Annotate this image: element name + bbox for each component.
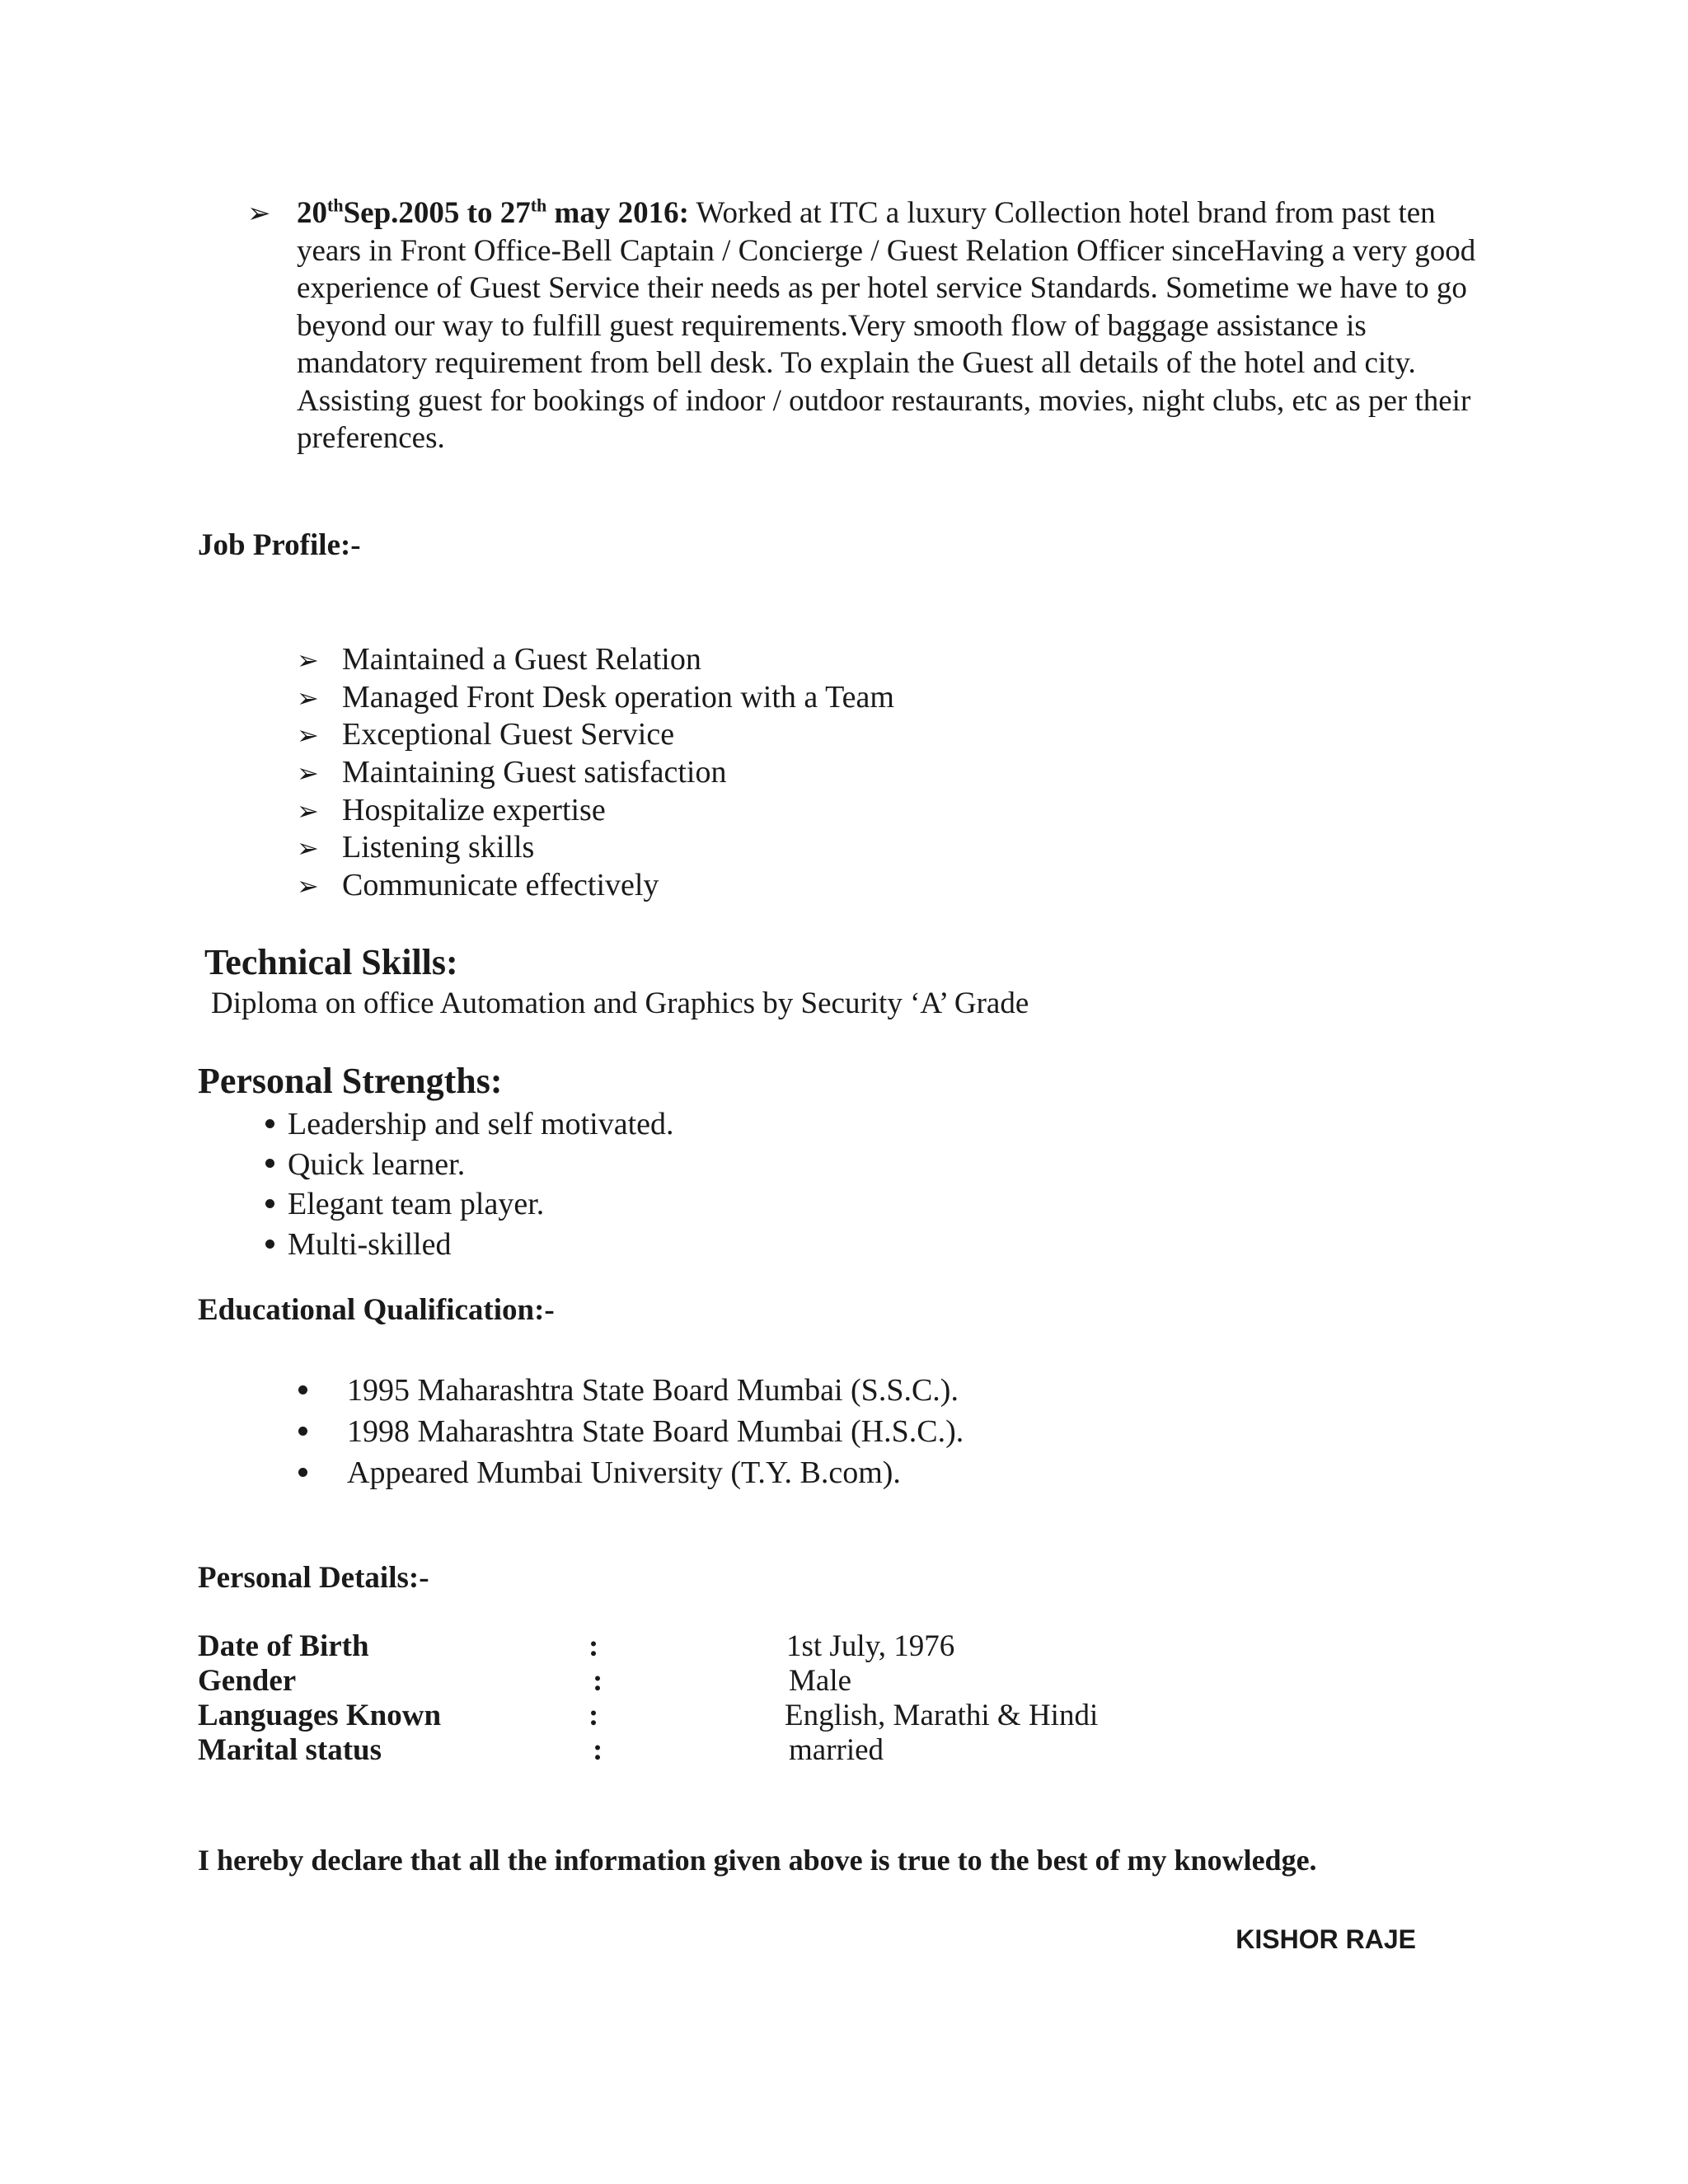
detail-colon: : <box>593 1733 603 1767</box>
bullet-dot-icon <box>298 1385 307 1394</box>
list-item: ➢ Hospitalize expertise <box>297 792 894 830</box>
bullet-dot-icon <box>265 1199 274 1208</box>
detail-label: Gender <box>198 1664 297 1698</box>
job-profile-heading: Job Profile:- <box>198 528 361 562</box>
education-heading: Educational Qualification:- <box>198 1293 555 1327</box>
detail-value: Male <box>789 1664 852 1698</box>
list-item: Leadership and self motivated. <box>265 1104 674 1145</box>
arrow-bullet-icon: ➢ <box>297 795 319 826</box>
experience-entry <box>297 194 1484 457</box>
experience-dates: 20thSep.2005 to 27th may 2016: <box>297 194 689 230</box>
experience-description: Worked at ITC a luxury Collection hotel brand from past ten years in Front Office-Bell Captain / Concierge / Guest Relation Officer sinceHaving a very good experience of Guest Service their needs as per hotel service Standards. Sometime we have to go beyond our way to fulfill guest requirements.Very smooth flow of baggage assistance is mandatory requirement from bell desk. To explain the Guest all details of the hotel and city. Assisting guest for bookings of indoor / outdoor restaurants, movies, night clubs, etc as per their preferences. <box>297 196 1476 455</box>
bullet-dot-icon <box>265 1240 274 1249</box>
detail-colon: : <box>593 1664 603 1698</box>
list-item: Elegant team player. <box>265 1184 674 1225</box>
list-item: Multi-skilled <box>265 1225 674 1265</box>
bullet-dot-icon <box>298 1468 307 1477</box>
detail-label: Marital status <box>198 1733 382 1767</box>
personal-strengths-heading: Personal Strengths: <box>198 1061 503 1101</box>
education-list <box>298 1370 964 1493</box>
experience-bullet-icon: ➢ <box>247 199 271 229</box>
list-item: ➢ Listening skills <box>297 829 894 867</box>
signature-name: KISHOR RAJE <box>1236 1924 1416 1954</box>
detail-label: Date of Birth <box>198 1629 369 1663</box>
list-item: ➢ Maintaining Guest satisfaction <box>297 754 894 792</box>
arrow-bullet-icon: ➢ <box>297 645 319 675</box>
arrow-bullet-icon: ➢ <box>297 871 319 902</box>
personal-details-heading: Personal Details:- <box>198 1561 429 1595</box>
detail-colon: : <box>588 1699 599 1732</box>
arrow-bullet-icon: ➢ <box>297 720 319 751</box>
technical-skills-text: Diploma on office Automation and Graphics by Security ‘A’ Grade <box>211 987 1029 1020</box>
technical-skills-heading: Technical Skills: <box>204 942 458 982</box>
list-item: 1998 Maharashtra State Board Mumbai (H.S.C.). <box>298 1411 964 1452</box>
bullet-dot-icon <box>265 1119 274 1128</box>
declaration-text: I hereby declare that all the information given above is true to the best of my knowledge. <box>198 1844 1317 1877</box>
bullet-dot-icon <box>298 1427 307 1436</box>
arrow-bullet-icon: ➢ <box>297 682 319 713</box>
list-item: 1995 Maharashtra State Board Mumbai (S.S.C.). <box>298 1370 964 1411</box>
bullet-dot-icon <box>265 1159 274 1168</box>
detail-value: 1st July, 1976 <box>786 1629 955 1663</box>
arrow-bullet-icon: ➢ <box>297 833 319 864</box>
job-profile-list <box>297 641 894 905</box>
detail-label: Languages Known <box>198 1699 442 1732</box>
personal-strengths-list <box>265 1104 674 1265</box>
list-item: ➢ Communicate effectively <box>297 867 894 905</box>
detail-value: married <box>789 1733 884 1767</box>
list-item: ➢ Maintained a Guest Relation <box>297 641 894 679</box>
arrow-bullet-icon: ➢ <box>297 758 319 789</box>
list-item: ➢ Managed Front Desk operation with a Team <box>297 679 894 717</box>
list-item: Appeared Mumbai University (T.Y. B.com). <box>298 1452 964 1493</box>
list-item: Quick learner. <box>265 1145 674 1185</box>
detail-colon: : <box>588 1629 599 1663</box>
list-item: ➢ Exceptional Guest Service <box>297 716 894 754</box>
detail-value: English, Marathi & Hindi <box>785 1699 1099 1732</box>
